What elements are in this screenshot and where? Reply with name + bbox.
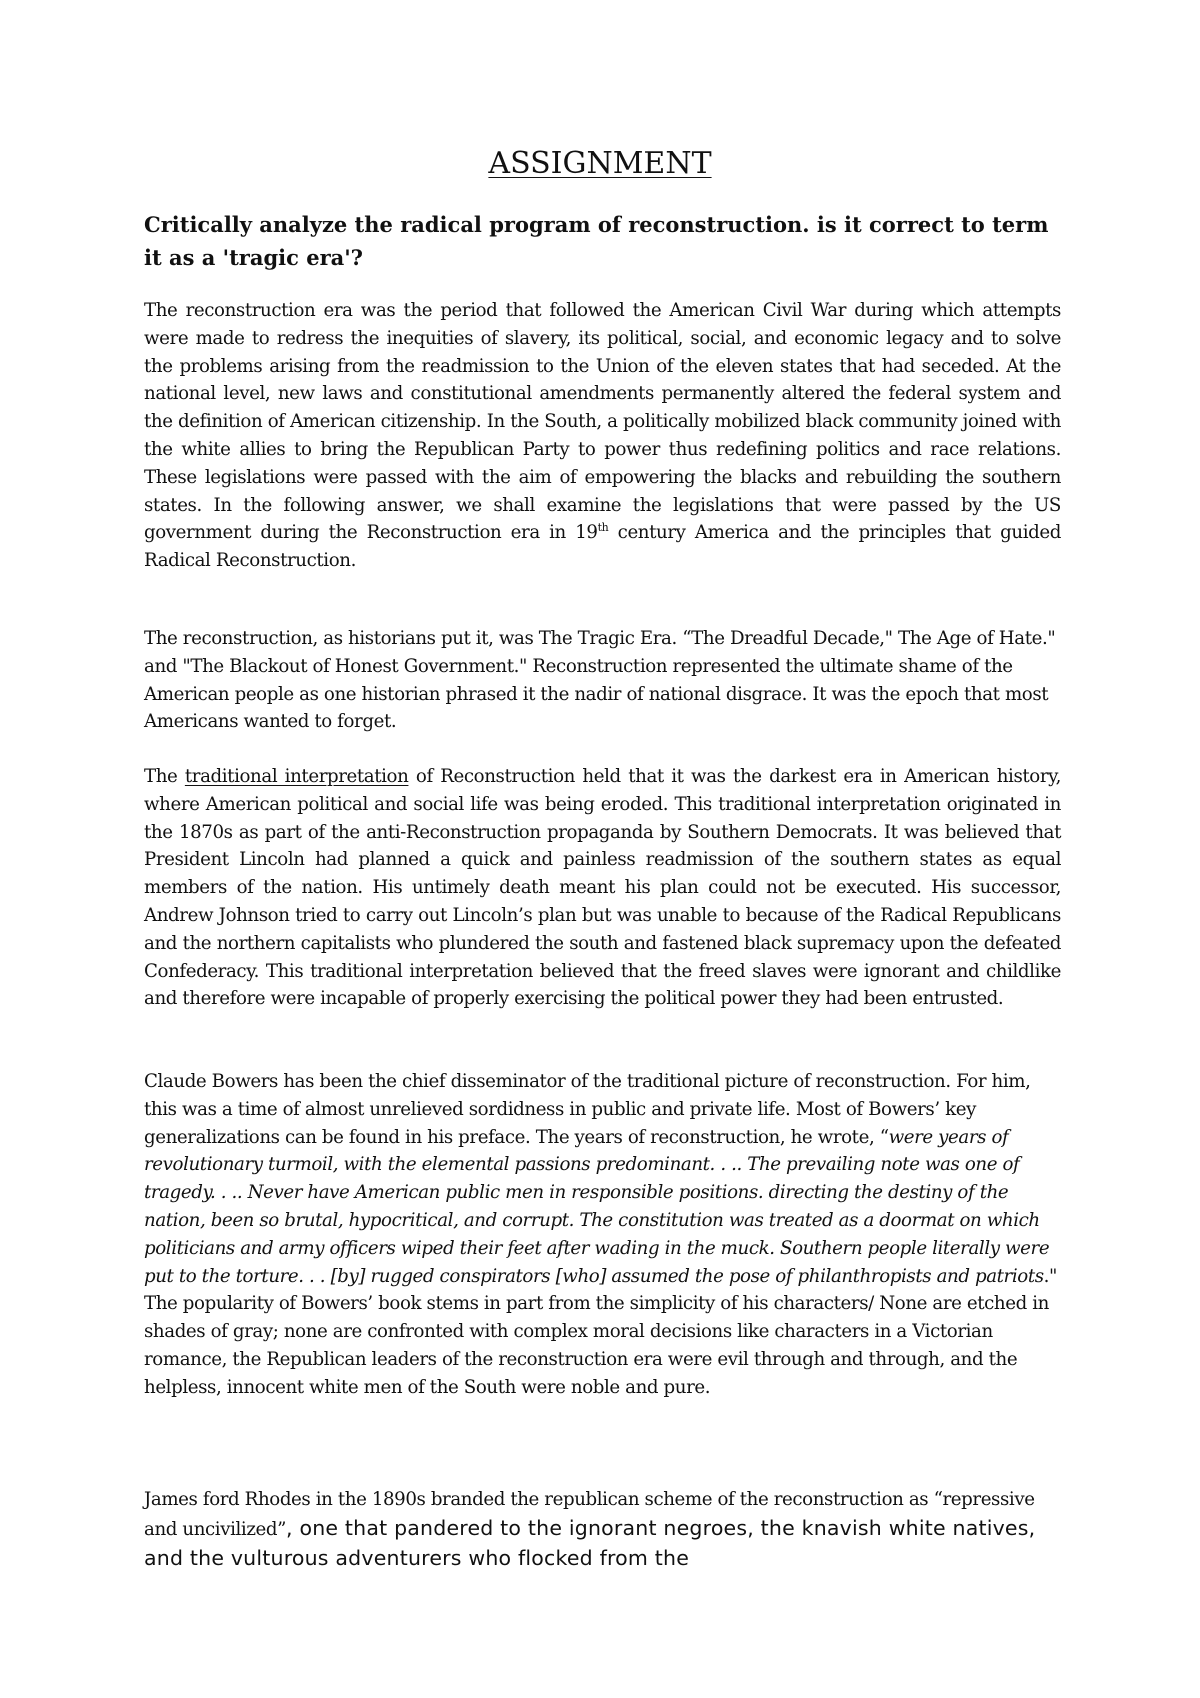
question-heading: Critically analyze the radical program of reconstruction. is it correct to term it as a 'tragic era'? [144,212,1049,270]
rhodes-serif-text: James ford Rhodes in the 1890s branded the republican scheme of the reconstruction as “repressive and uncivilized” [144,1489,1035,1540]
paragraph-body: of Reconstruction held that it was the darkest era in American history, where American political and social life was being eroded. This traditional interpretation originated in the 1870s as part of the anti-Reconstruction propaganda by Southern Democrats. It was believed that President Lincoln had planned a quick and painless readmission of the southern states as equal members of the nation. His untimely death meant his plan could not be executed. His successor, Andrew Johnson tried to carry out Lincoln’s plan but was unable to because of the Radical Republicans and the northern capitalists who plundered the south and fastened black supremacy upon the defeated Confederacy. This traditional interpretation believed that the freed slaves were ignorant and childlike and therefore were incapable of properly exercising the political power they had been entrusted. [144,766,1061,1010]
paragraph-intro [144,297,1061,575]
bowers-quote: were years of revolutionary turmoil, with the elemental passions predominant. . .. The prevailing note was one of tragedy. . .. Never have American public men in responsible positions. directing the destiny of the nation, been so brutal, hypocritical, and corrupt. The constitution was treated as a doormat on which politicians and army officers wiped their feet after wading in the muck. Southern people literally were put to the torture. . . [by] rugged conspirators [who] assumed the pose of philanthropists and patriots [144,1126,1050,1287]
ordinal-suffix: th [597,521,609,535]
paragraph-traditional-interpretation [144,763,1061,1013]
assignment-heading: ASSIGNMENT [488,146,712,181]
paragraph-lead: The [144,766,185,787]
paragraph-intro-text: The reconstruction era was the period that followed the American Civil War during which attempts were made to redress the inequities of slavery, its political, social, and economic legacy and to solve the problems arising from the readmission to the Union of the eleven states that had seceded. At the national level, new laws and constitutional amendments permanently altered the federal system and the definition of American citizenship. In the South, a politically mobilized black community joined with the white allies to bring the Republican Party to power thus redefining politics and race relations. These legislations were passed with the aim of empowering the blacks and rebuilding the southern states. In the following answer, we shall examine the legislations that were passed by the US government during the Reconstruction era in 19 [144,300,1061,544]
paragraph-intro-end: century America and the principles that guided Radical Reconstruction. [144,522,1061,572]
paragraph-rhodes [144,1485,1061,1574]
rhodes-sans-text: , one that pandered to the ignorant negroes, the knavish white natives, and the vulturous adventurers who flocked from the [144,1516,1036,1570]
bowers-outro: ." The popularity of Bowers’ book stems in part from the simplicity of his characters/ None are etched in shades of gray; none are confronted with complex moral decisions like characters in a Victorian romance, the Republican leaders of the reconstruction era were evil through and through, and the helpless, innocent white men of the South were noble and pure. [144,1265,1058,1398]
bowers-intro: Claude Bowers has been the chief disseminator of the traditional picture of reconstruction. For him, this was a time of almost unrelieved sordidness in public and private life. Most of Bowers’ key generalizations can be found in his preface. The years of reconstruction, he wrote, “ [144,1071,1031,1148]
paragraph-tragic-era: The reconstruction, as historians put it, was The Tragic Era. “The Dreadful Decade," The Age of Hate." and "The Blackout of Honest Government." Reconstruction represented the ultimate shame of the American people as one historian phrased it the nadir of national disgrace. It was the epoch that most Americans wanted to forget. [144,628,1056,733]
underlined-term: traditional interpretation [184,766,409,787]
paragraph-claude-bowers [144,1068,1061,1402]
